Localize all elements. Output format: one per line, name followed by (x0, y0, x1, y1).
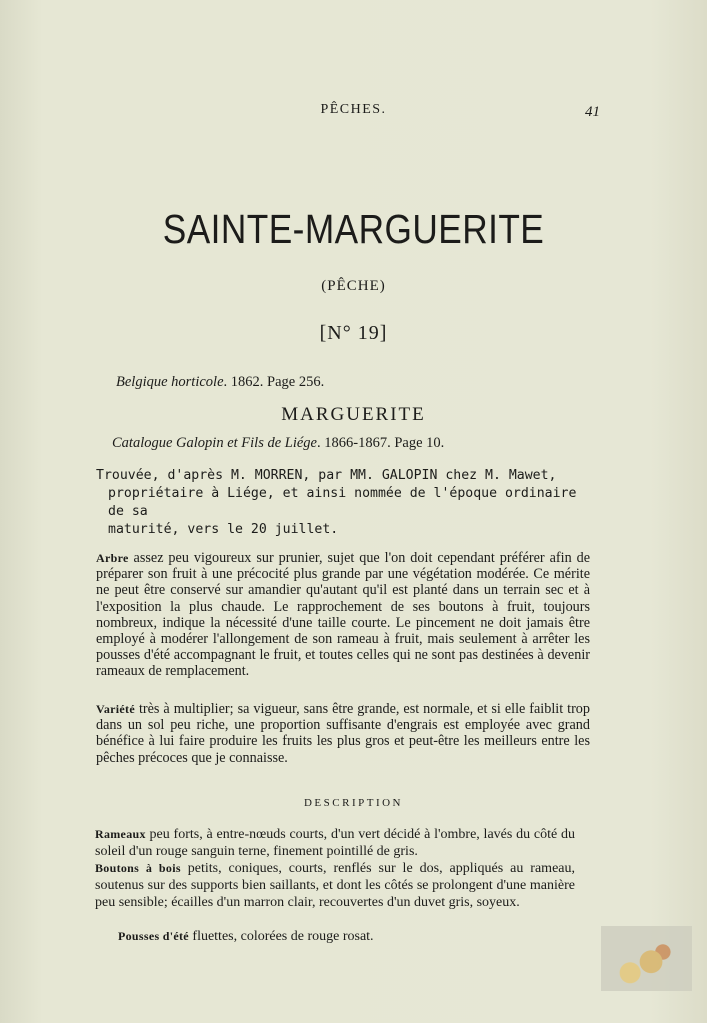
origin-line: maturité, vers le 20 juillet. (108, 522, 339, 537)
description-text: fluettes, colorées de rouge rosat. (188, 929, 374, 944)
description-lead: Rameaux (95, 827, 146, 841)
description-pousses (118, 928, 578, 945)
running-header: PÊCHES. (320, 102, 387, 117)
paragraph-text: très à multiplier; sa vigueur, sans être grande, est normale, et si elle faiblit trop dans un sol peu riche, une proportion suffisante d'engrais est employée avec grand bénéfice à lui faire produire les fruits les plus gros et peut-être les meilleurs entre les pêches précoces que je connaisse. (96, 701, 590, 766)
origin-line: propriétaire à Liége, et ainsi nommée de l'époque ordinaire de sa (108, 486, 577, 519)
description-lead: Pousses d'été (118, 929, 189, 943)
reference-belgique (116, 374, 324, 391)
description-text: petits, coniques, courts, renflés sur le dos, appliqués au rameau, soutenus sur des supports bien saillants, et dont les côtés se prolongent d'une manière peu sensible; écailles d'un marron clair, recouvertes d'un duvet gris, soyeux. (95, 861, 575, 910)
paragraph-lead: Arbre (96, 551, 129, 565)
description-boutons (95, 860, 575, 911)
reference-catalogue (112, 435, 444, 452)
paragraph-lead: Variété (96, 702, 135, 716)
origin-line: Trouvée, d'après M. MORREN, par MM. GALOPIN chez M. Mawet, (96, 468, 557, 483)
paragraph-variete (96, 701, 590, 766)
origin-note (96, 467, 594, 539)
reference-details: . 1866-1867. Page 10. (317, 435, 445, 451)
fruit-thumbnail-image (601, 926, 692, 991)
fruit-type-subtitle: (PÊCHE) (321, 278, 386, 294)
synonym-heading: MARGUERITE (281, 404, 426, 425)
description-heading: DESCRIPTION (303, 797, 403, 809)
reference-source: Catalogue Galopin et Fils de Liége (112, 435, 317, 451)
page-number: 41 (585, 104, 600, 120)
description-rameaux (95, 826, 575, 860)
description-lead: Boutons à bois (95, 861, 181, 875)
reference-details: . 1862. Page 256. (223, 374, 325, 390)
paragraph-arbre (96, 550, 590, 680)
entry-number: [N° 19] (319, 322, 388, 344)
description-text: peu forts, à entre-nœuds courts, d'un vert décidé à l'ombre, lavés du côté du soleil d'un rouge sanguin terne, finement pointillé de gris. (95, 827, 575, 859)
paragraph-text: assez peu vigoureux sur prunier, sujet que l'on doit cependant préférer afin de préparer son fruit à une précocité plus grande par une végétation modérée. Ce mérite ne peut être conservé sur amandier qu'autant qu'il est planté dans un terrain sec et à l'exposition la plus chaude. Le rapprochement de ses boutons à fruit, toujours nombreux, indique la nécessité d'une taille courte. Le pincement ne doit jamais être employé à modérer l'allongement de son rameau à fruit, mais seulement à arrêter les pousses d'été accompagnant le fruit, et toutes celles qui ne sont pas destinées à devenir rameaux de remplacement. (96, 550, 590, 680)
reference-source: Belgique horticole (116, 374, 224, 390)
page-title: SAINTE-MARGUERITE (162, 206, 545, 252)
